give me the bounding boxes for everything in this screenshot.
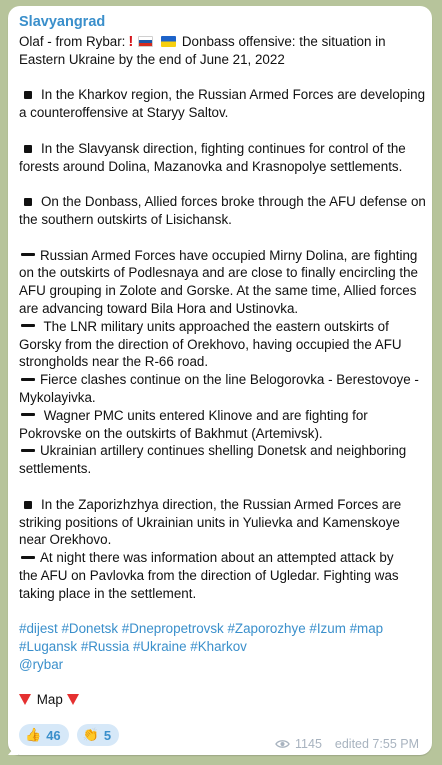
channel-name[interactable]: Slavyangrad <box>19 14 106 30</box>
reaction-count: 46 <box>46 727 61 743</box>
hashtag-link[interactable]: #Zaporozhye <box>227 621 306 637</box>
square-bullet-icon <box>24 145 32 153</box>
red-triangle-down-icon <box>19 694 31 705</box>
header-line-1 <box>19 33 423 51</box>
item-lnr: The LNR military units approached the eastern outskirts of <box>19 318 423 336</box>
text-line: Mykolayivka. <box>19 389 96 405</box>
bubble-tail <box>8 743 18 755</box>
hashtag-link[interactable]: #map <box>349 621 384 637</box>
item-belogorovka: Fierce clashes continue on the line Belogorovka - Berestovoye - <box>19 371 423 389</box>
dash-bullet-icon <box>21 378 35 381</box>
eye-icon <box>275 739 290 749</box>
text-line: Gorsky from the direction of Orekhovo, having occupied the AFU <box>19 336 402 352</box>
hashtag-link[interactable]: #Donetsk <box>61 621 119 637</box>
message-bubble <box>8 6 432 755</box>
map-label: Map <box>36 692 63 708</box>
hashtag-link[interactable]: #Russia <box>80 639 130 655</box>
text-line: are advancing toward Bila Hora and Ustinovka. <box>19 300 299 316</box>
dash-bullet-icon <box>21 556 35 559</box>
ukraine-flag-icon <box>161 36 176 47</box>
mention-line <box>19 656 423 674</box>
text-line: the AFU on Pavlovka from the direction of Ugledar. Fighting was <box>19 567 399 583</box>
view-count: 1145 <box>295 737 322 751</box>
square-bullet-icon <box>24 91 32 99</box>
hashtag-link[interactable]: #Lugansk <box>19 639 78 655</box>
dash-bullet-icon <box>21 253 35 256</box>
edited-timestamp: edited 7:55 PM <box>334 737 419 751</box>
text-line: a counteroffensive at Staryy Saltov. <box>19 105 229 121</box>
dash-bullet-icon <box>21 413 35 416</box>
square-bullet-icon <box>24 198 32 206</box>
hashtags-line-2 <box>19 638 423 656</box>
dash-bullet-icon <box>21 449 35 452</box>
text-line: taking place in the settlement. <box>19 585 197 601</box>
item-mirny-dolina: Russian Armed Forces have occupied Mirny Dolina, are fighting <box>19 247 423 265</box>
thumbs-up-icon: 👍 <box>25 727 42 742</box>
reaction-clap[interactable] <box>77 724 119 746</box>
clap-icon: 👏 <box>82 727 99 742</box>
reactions-bar <box>19 724 119 746</box>
message-text <box>19 33 426 709</box>
square-bullet-icon <box>24 501 32 509</box>
text-line: striking positions of Ukrainian units in Yulievka and Kamenskoye <box>19 514 400 530</box>
hashtag-link[interactable]: #Izum <box>309 621 346 637</box>
header-prefix: Olaf - from Rybar: <box>19 34 126 49</box>
text-line: Pokrovske on the outskirts of Bakhmut (Artemivsk). <box>19 425 323 441</box>
text-line: the southern outskirts of Lisichansk. <box>19 211 232 227</box>
paragraph-zaporizhzhya: In the Zaporizhzhya direction, the Russian Armed Forces are <box>19 496 423 514</box>
hashtag-link[interactable]: #Dnepropetrovsk <box>121 621 224 637</box>
reaction-thumbs-up[interactable] <box>19 724 69 746</box>
hashtag-link[interactable]: #Ukraine <box>132 639 187 655</box>
text-line: settlements. <box>19 461 92 477</box>
paragraph-kharkov: In the Kharkov region, the Russian Armed Forces are developing <box>19 86 423 104</box>
message-meta <box>275 737 419 751</box>
red-triangle-down-icon <box>67 694 79 705</box>
paragraph-donbass: On the Donbass, Allied forces broke through the AFU defense on <box>19 193 423 211</box>
text-line: strongholds near the R-66 road. <box>19 354 209 370</box>
item-wagner: Wagner PMC units entered Klinove and are fighting for <box>19 407 423 425</box>
header-title: Donbass offensive: the situation in <box>181 34 386 49</box>
reaction-count: 5 <box>103 727 112 743</box>
item-pavlovka: At night there was information about an attempted attack by <box>19 549 423 567</box>
hashtag-link[interactable]: #Kharkov <box>190 639 247 655</box>
hashtag-link[interactable]: #dijest <box>19 621 58 637</box>
text-line: on the outskirts of Podlesnaya and are close to finally encircling the <box>19 265 418 281</box>
russia-flag-icon <box>138 36 153 47</box>
text-line: AFU grouping in Zolote and Gorske. At the same time, Allied forces <box>19 283 417 299</box>
text-line: near Orekhovo. <box>19 532 112 548</box>
dash-bullet-icon <box>21 324 35 327</box>
item-artillery: Ukrainian artillery continues shelling Donetsk and neighboring <box>19 442 423 460</box>
header-line-2: Eastern Ukraine by the end of June 21, 2022 <box>19 51 285 67</box>
hashtags-line-1 <box>19 620 423 638</box>
paragraph-slavyansk: In the Slavyansk direction, fighting continues for control of the <box>19 140 423 158</box>
exclamation-icon: ! <box>128 33 134 50</box>
text-line: forests around Dolina, Mazanovka and Krasnopolye settlements. <box>19 158 403 174</box>
map-line <box>19 691 423 709</box>
mention-link[interactable]: @rybar <box>19 656 64 672</box>
